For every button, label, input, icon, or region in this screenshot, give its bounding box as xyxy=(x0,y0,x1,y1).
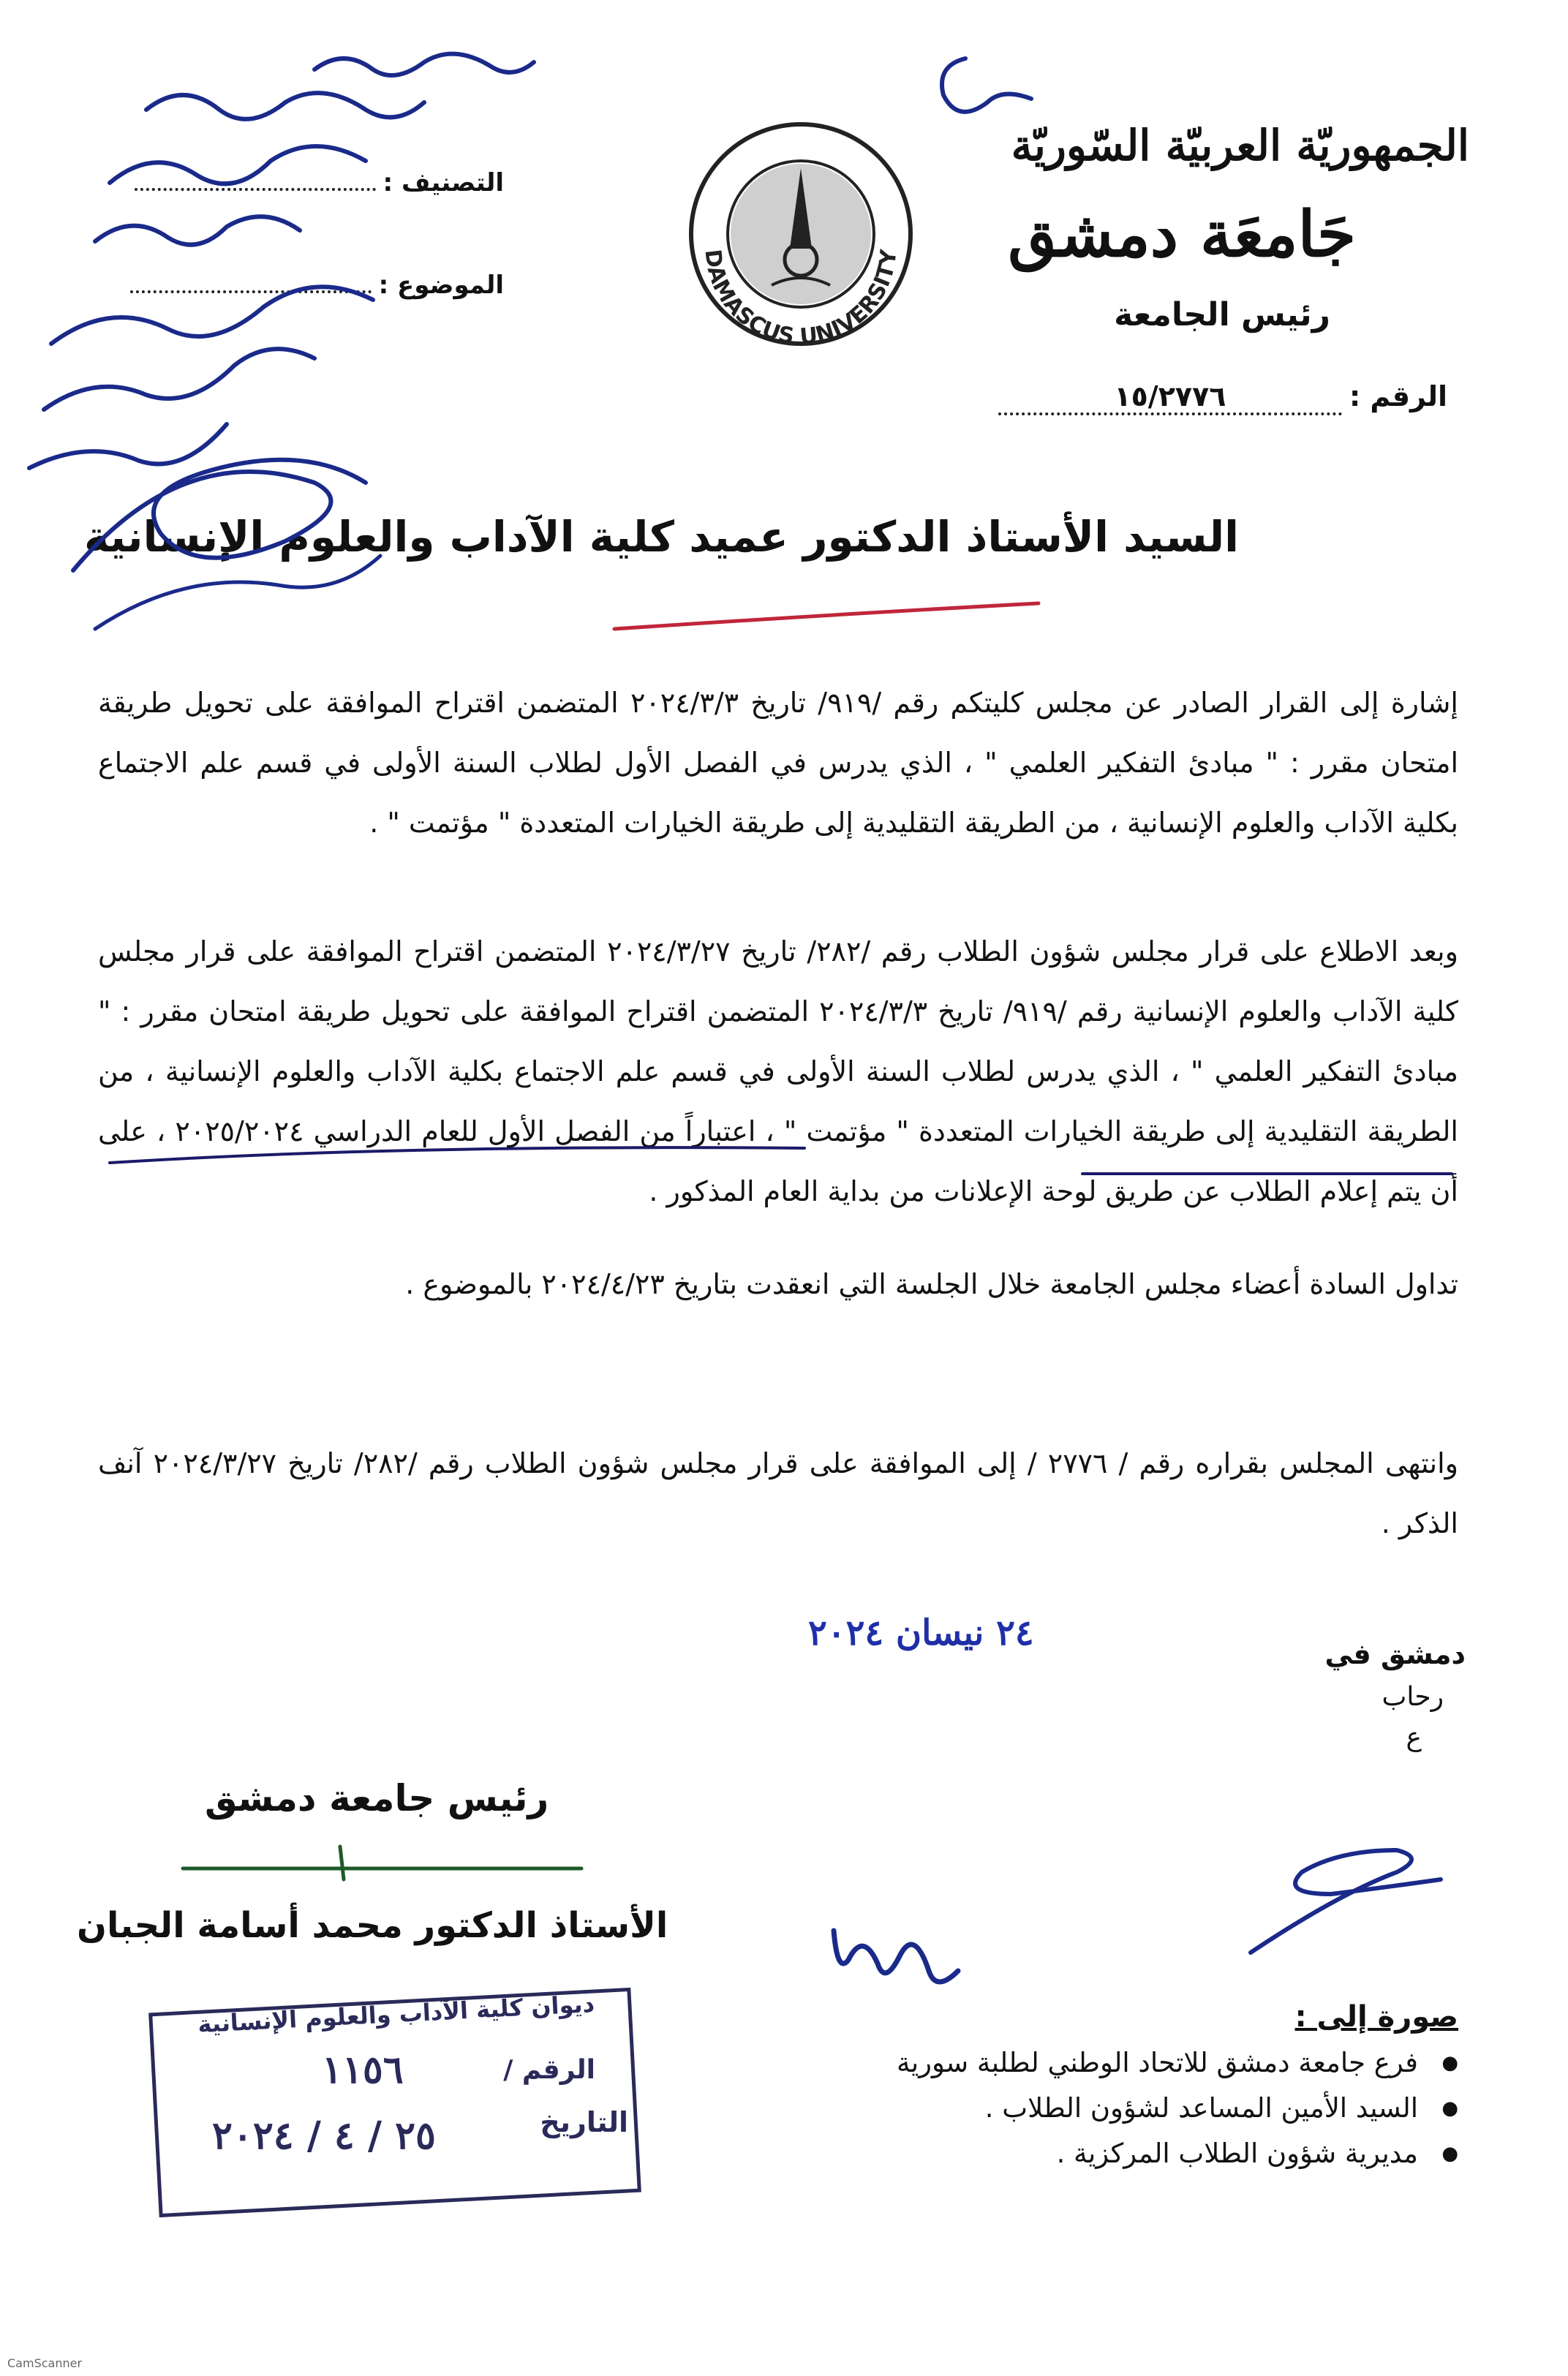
paragraph-4: وانتهى المجلس بقراره رقم / ٢٧٧٦ / إلى الموافقة على قرار مجلس شؤون الطلاب رقم /٢٨٢/ تاريخ ٢٠٢٤/٣/٢٧ آنف الذكر . xyxy=(98,1447,1458,1539)
handwritten-signature xyxy=(834,1931,958,1982)
stamp-date: ٢٥ / ٤ / ٢٠٢٤ xyxy=(212,2113,436,2158)
place-label: دمشق في xyxy=(1324,1638,1466,1670)
stamp-number: ١١٥٦ xyxy=(322,2048,404,2092)
copies-label: صورة إلى : xyxy=(1294,2000,1458,2034)
handwritten-note xyxy=(146,93,424,119)
copy-item: ● مديرية شؤون الطلاب المركزية . xyxy=(897,2131,1458,2176)
copy-item: ● السيد الأمين المساعد لشؤون الطلاب . xyxy=(897,2086,1458,2131)
addressee: السيد الأستاذ الدكتور عميد كلية الآداب والعلوم الإنسانية xyxy=(83,512,1239,562)
paragraph-2: وبعد الاطلاع على قرار مجلس شؤون الطلاب رقم /٢٨٢/ تاريخ ٢٠٢٤/٣/٢٧ المتضمن اقتراح الموافقة على قرار مجلس كلية الآداب والعلوم الإنسانية رقم /٩١٩/ تاريخ ٢٠٢٤/٣/٣ المتضمن اقتراح الموافقة على تحويل طريقة امتحان مقرر : " مبادئ التفكير العلمي " ، الذي يدرس لطلاب السنة الأولى في قسم علم الاجتماع بكلية الآداب والعلوم الإنسانية ، من الطريقة التقليدية إلى طريقة الخيارات المتعددة " مؤتمت " ، اعتباراً من الفصل الأول للعام الدراسي ٢٠٢٥/٢٠٢٤ ، على أن يتم إعلام الطلاب عن طريق لوحة الإعلانات من بداية العام المذكور . xyxy=(98,935,1458,1207)
handwritten-note xyxy=(29,424,227,468)
classification-label: التصنيف : xyxy=(382,168,504,197)
signatory-name: الأستاذ الدكتور محمد أسامة الجبان xyxy=(77,1905,668,1946)
signatory-title: رئيس جامعة دمشق xyxy=(205,1777,549,1819)
handwritten-date: ٢٤ نيسان ٢٠٢٤ xyxy=(808,1613,1034,1653)
stamp-title: ديوان كلية الآداب والعلوم الإنسانية xyxy=(197,1989,595,2039)
scanner-watermark: CamScanner xyxy=(7,2356,83,2370)
paragraph-3: تداول السادة أعضاء مجلس الجامعة خلال الجلسة التي انعقدت بتاريخ ٢٠٢٤/٤/٢٣ بالموضوع . xyxy=(405,1268,1458,1300)
copy-item: ● فرع جامعة دمشق للاتحاد الوطني لطلبة سورية xyxy=(897,2040,1458,2086)
reference-label: الرقم : xyxy=(1349,380,1447,412)
university-name: جَامعَة دمشق xyxy=(1008,197,1356,271)
text-underline xyxy=(110,1147,804,1163)
paragraph-1: إشارة إلى القرار الصادر عن مجلس كليتكم رقم /٩١٩/ تاريخ ٢٠٢٤/٣/٣ المتضمن اقتراح الموافقة على تحويل طريقة امتحان مقرر : " مبادئ التفكير العلمي " ، الذي يدرس في الفصل الأول لطلاب السنة الأولى في قسم علم الاجتماع بكلية الآداب والعلوم الإنسانية ، من الطريقة التقليدية إلى طريقة الخيارات المتعددة " مؤتمت " . xyxy=(98,687,1458,839)
signature-line xyxy=(340,1847,344,1879)
president-title: رئيس الجامعة xyxy=(1114,296,1330,333)
handwritten-signature xyxy=(95,556,380,629)
logo-text: DAMASCUS UNIVERSITY xyxy=(699,248,902,350)
handwritten-note xyxy=(314,54,534,75)
initials-line-2: ع xyxy=(1406,1722,1422,1752)
stamp-date-label: التاريخ xyxy=(540,2106,628,2138)
stamp-number-label: الرقم / xyxy=(503,2055,595,2085)
handwritten-note xyxy=(51,287,373,344)
handwritten-note xyxy=(95,216,300,244)
handwritten-signature xyxy=(1251,1850,1441,1953)
handwritten-note xyxy=(110,146,366,184)
handwritten-mark xyxy=(942,59,1031,112)
handwritten-note xyxy=(44,349,314,410)
reference-number: ١٥/٢٧٧٦ xyxy=(998,380,1342,415)
addressee-underline xyxy=(614,603,1039,629)
initials-line-1: رحاب xyxy=(1382,1682,1444,1712)
republic-heading: الجمهوريّة العربيّة السّوريّة xyxy=(1011,121,1469,170)
subject-label: الموضوع : xyxy=(378,271,504,300)
handwritten-signature xyxy=(73,460,366,570)
